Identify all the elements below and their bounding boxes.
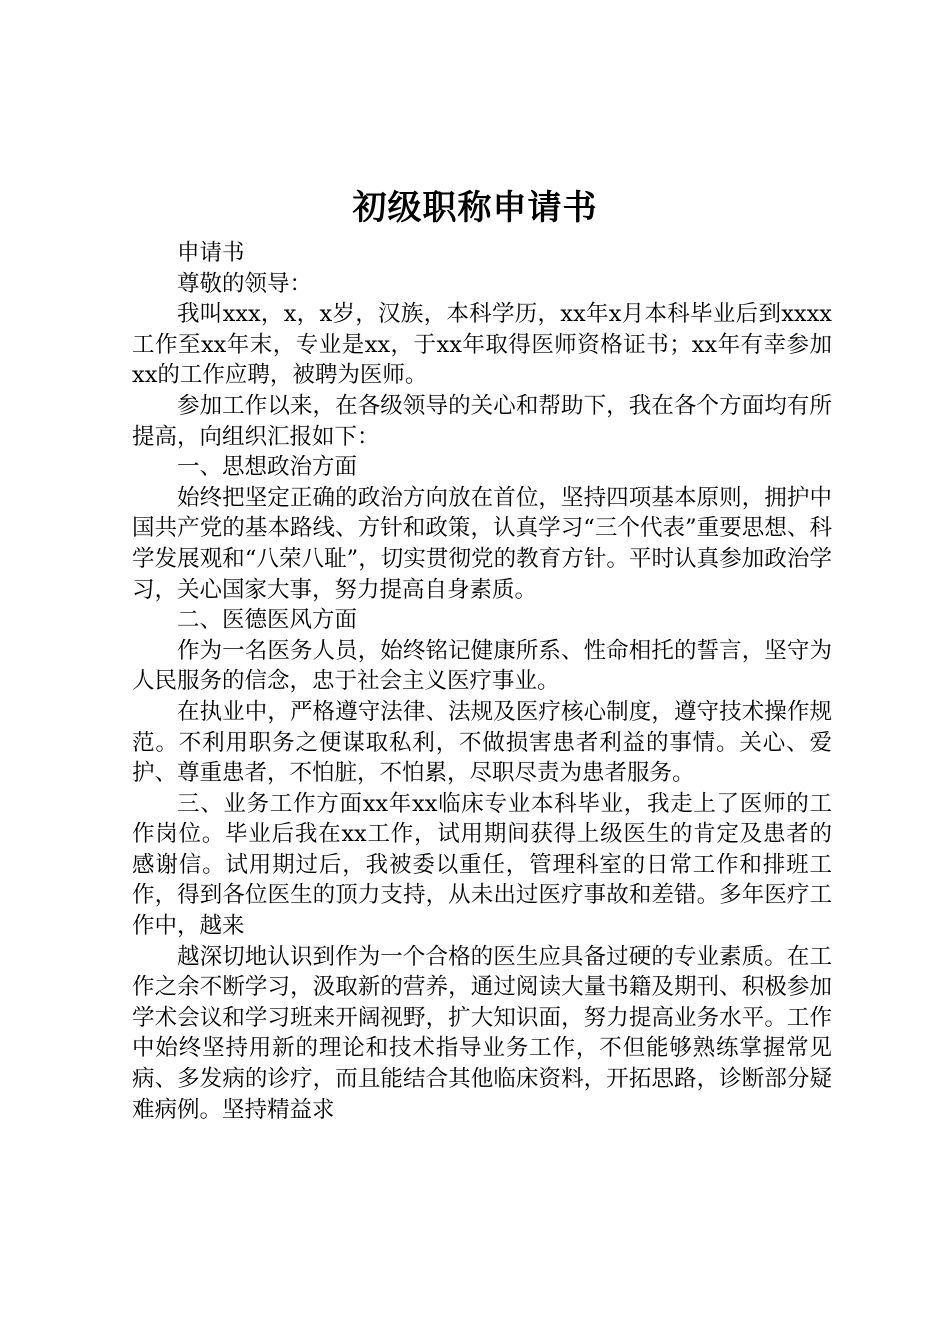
- paragraph-politics: 始终把坚定正确的政治方向放在首位，坚持四项基本原则，拥护中国共产党的基本路线、方针和政策，认真学习“三个代表”重要思想、科学发展观和“八荣八耻”，切实贯彻党的教育方针。平时认真参加政治学习，关心国家大事，努力提高自身素质。: [132, 484, 832, 603]
- paragraph-work: 三、业务工作方面xx年xx临床专业本科毕业，我走上了医师的工作岗位。毕业后我在xx工作，试用期间获得上级医生的肯定及患者的感谢信。试用期过后，我被委以重任，管理科室的日常工作和排班工作，得到各位医生的顶力支持，从未出过医疗事故和差错。多年医疗工作中，越来: [132, 790, 832, 940]
- paragraph-ethics-2: 在执业中，严格遵守法律、法规及医疗核心制度，遵守技术操作规范。不利用职务之便谋取私利，不做损害患者利益的事情。关心、爱护、尊重患者，不怕脏，不怕累，尽职尽责为患者服务。: [132, 698, 832, 787]
- paragraph-intro: 我叫xxx，x，x岁，汉族，本科学历，xx年x月本科毕业后到xxxx工作至xx年末，专业是xx，于xx年取得医师资格证书；xx年有幸参加xx的工作应聘，被聘为医师。: [132, 301, 832, 389]
- section-heading-ethics: 二、医德医风方面: [177, 607, 358, 634]
- document-title: 初级职称申请书: [352, 188, 598, 228]
- paragraph-salutation: 尊敬的领导：: [177, 270, 313, 297]
- paragraph-study: 越深切地认识到作为一个合格的医生应具备过硬的专业素质。在工作之余不断学习，汲取新的营养，通过阅读大量书籍及期刊、积极参加学术会议和学习班来开阔视野，扩大知识面，努力提高业务水平。工作中始终坚持用新的理论和技术指导业务工作，不但能够熟练掌握常见病、多发病的诊疗，而且能结合其他临床资料，开拓思路，诊断部分疑难病例。坚持精益求: [132, 943, 832, 1123]
- section-heading-politics: 一、思想政治方面: [177, 454, 358, 481]
- document-body: [132, 238, 832, 1125]
- paragraph-summary: 参加工作以来，在各级领导的关心和帮助下，我在各个方面均有所提高，向组织汇报如下：: [132, 392, 832, 450]
- paragraph-ethics-1: 作为一名医务人员，始终铭记健康所系、性命相托的誓言，坚守为人民服务的信念，忠于社会主义医疗事业。: [132, 637, 832, 695]
- paragraph-heading: 申请书: [177, 240, 245, 266]
